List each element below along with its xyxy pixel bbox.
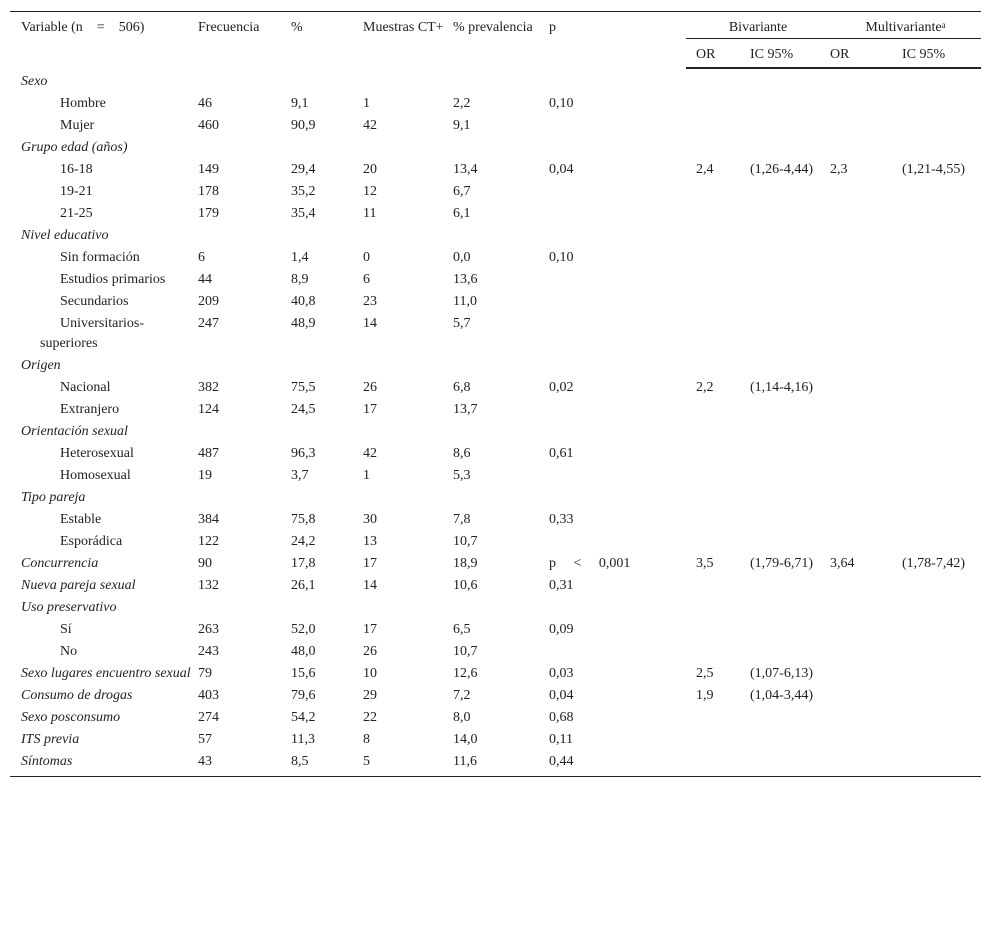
cell-ic-bivariante <box>750 641 830 663</box>
cell-or-bivariante: 2,4 <box>696 162 714 177</box>
cell-frecuencia: 44 <box>198 272 212 287</box>
cell-ic-multivariante: (1,78-7,42) <box>902 556 965 571</box>
cell-ic-multivariante <box>902 729 981 751</box>
cell-frecuencia: 19 <box>198 468 212 483</box>
cell-or-multivariante <box>830 663 902 685</box>
cell-variable: Estable <box>60 512 102 527</box>
cell-variable: Hombre <box>60 96 106 111</box>
cell-variable: Esporádica <box>60 534 123 549</box>
table-row <box>10 685 981 707</box>
cell-p: p < 0,001 <box>549 556 631 571</box>
cell-variable: Sexo posconsumo <box>21 710 121 725</box>
cell-variable: Nueva pareja sexual <box>21 578 136 593</box>
cell-p: 0,61 <box>549 446 574 461</box>
cell-prevalencia: 9,1 <box>453 118 471 133</box>
cell-p <box>549 115 686 137</box>
cell-or-multivariante <box>830 269 902 291</box>
cell-p <box>549 181 686 203</box>
cell-muestras: 29 <box>363 688 377 703</box>
table-row <box>10 729 981 751</box>
results-table-container <box>10 11 981 777</box>
cell-ic-multivariante <box>902 685 981 707</box>
category-label: Uso preservativo <box>21 600 117 615</box>
table-row <box>10 553 981 575</box>
cell-muestras: 5 <box>363 751 453 777</box>
table-row <box>10 291 981 313</box>
cell-variable: Nacional <box>60 380 111 395</box>
cell-or-multivariante <box>830 465 902 487</box>
cell-pct: 17,8 <box>291 556 316 571</box>
multivariante-footnote-marker: a <box>941 20 946 30</box>
cell-or-bivariante <box>686 465 750 487</box>
cell-frecuencia: 247 <box>198 316 219 331</box>
cell-or-multivariante <box>830 509 902 531</box>
cell-or-multivariante <box>830 203 902 225</box>
cell-pct: 40,8 <box>291 294 316 309</box>
cell-ic-bivariante <box>750 93 830 115</box>
cell-prevalencia: 6,5 <box>453 622 471 637</box>
cell-or-bivariante <box>686 707 750 729</box>
cell-or-multivariante <box>830 641 902 663</box>
cell-or-bivariante: 2,2 <box>696 380 714 395</box>
table-row <box>10 531 981 553</box>
cell-muestras: 14 <box>363 578 377 593</box>
cell-or-bivariante <box>686 291 750 313</box>
cell-frecuencia: 209 <box>198 294 219 309</box>
col-ic-bivariante-header: IC 95% <box>750 39 830 69</box>
cell-variable: Sí <box>60 622 72 637</box>
cell-ic-multivariante <box>902 115 981 137</box>
cell-p <box>549 399 686 421</box>
cell-or-multivariante <box>830 399 902 421</box>
cell-or-bivariante: 2,5 <box>696 666 714 681</box>
col-muestras-header: Muestras CT+ <box>363 12 453 69</box>
cell-ic-multivariante <box>902 93 981 115</box>
cell-pct: 24,2 <box>291 534 316 549</box>
cell-ic-multivariante <box>902 247 981 269</box>
cell-or-multivariante <box>830 707 902 729</box>
cell-pct: 24,5 <box>291 402 316 417</box>
table-header <box>10 12 981 69</box>
cell-muestras: 12 <box>363 184 377 199</box>
cell-p <box>549 203 686 225</box>
category-label: Origen <box>21 358 61 373</box>
cell-variable: Secundarios <box>60 294 129 309</box>
table-row <box>10 269 981 291</box>
cell-ic-multivariante <box>902 707 981 729</box>
cell-prevalencia: 0,0 <box>453 250 471 265</box>
cell-muestras: 17 <box>363 622 377 637</box>
cell-pct: 8,5 <box>291 751 363 777</box>
cell-prevalencia: 5,3 <box>453 468 471 483</box>
cell-p: 0,68 <box>549 710 574 725</box>
cell-frecuencia: 179 <box>198 206 219 221</box>
cell-pct: 48,0 <box>291 644 316 659</box>
cell-ic-bivariante <box>750 247 830 269</box>
cell-frecuencia: 382 <box>198 380 219 395</box>
results-table <box>10 11 981 777</box>
cell-frecuencia: 6 <box>198 250 205 265</box>
cell-variable: 21-25 <box>60 206 93 221</box>
cell-pct: 90,9 <box>291 118 316 133</box>
cell-or-bivariante <box>686 181 750 203</box>
cell-ic-multivariante <box>902 509 981 531</box>
cell-variable: Universitarios-superiores <box>40 316 144 351</box>
cell-p: 0,31 <box>549 578 574 593</box>
cell-or-multivariante <box>830 93 902 115</box>
cell-ic-bivariante <box>750 399 830 421</box>
cell-ic-bivariante <box>750 313 830 355</box>
cell-prevalencia: 13,6 <box>453 272 478 287</box>
cell-variable: Síntomas <box>10 751 198 777</box>
cell-frecuencia: 178 <box>198 184 219 199</box>
category-label: Orientación sexual <box>21 424 128 439</box>
cell-frecuencia: 274 <box>198 710 219 725</box>
cell-or-multivariante <box>830 115 902 137</box>
cell-ic-bivariante <box>750 181 830 203</box>
cell-ic-multivariante <box>902 443 981 465</box>
table-row <box>10 313 981 355</box>
cell-ic-multivariante <box>902 313 981 355</box>
cell-frecuencia: 43 <box>198 751 291 777</box>
category-label: Nivel educativo <box>21 228 109 243</box>
cell-muestras: 23 <box>363 294 377 309</box>
table-row <box>10 707 981 729</box>
cell-pct: 75,5 <box>291 380 316 395</box>
cell-prevalencia: 7,2 <box>453 688 471 703</box>
col-frecuencia-header: Frecuencia <box>198 12 291 69</box>
cell-or-multivariante <box>830 751 902 777</box>
cell-or-multivariante <box>830 575 902 597</box>
cell-or-bivariante <box>686 751 750 777</box>
cell-variable: No <box>60 644 78 659</box>
category-row <box>10 68 981 93</box>
category-row <box>10 421 981 443</box>
table-row <box>10 751 981 777</box>
cell-pct: 75,8 <box>291 512 316 527</box>
cell-muestras: 30 <box>363 512 377 527</box>
cell-ic-bivariante <box>750 269 830 291</box>
cell-p: 0,04 <box>549 162 574 177</box>
cell-ic-bivariante <box>750 707 830 729</box>
cell-pct: 9,1 <box>291 96 309 111</box>
cell-prevalencia: 5,7 <box>453 316 471 331</box>
cell-or-multivariante <box>830 181 902 203</box>
cell-prevalencia: 10,7 <box>453 534 478 549</box>
bivariante-header: Bivariante <box>686 12 830 39</box>
col-or-multivariante-header: OR <box>830 39 902 69</box>
cell-muestras: 0 <box>363 250 370 265</box>
cell-variable: Sexo lugares encuentro sexual <box>21 666 191 681</box>
table-row <box>10 619 981 641</box>
cell-or-multivariante <box>830 291 902 313</box>
category-row <box>10 355 981 377</box>
cell-or-bivariante <box>686 531 750 553</box>
category-label: Grupo edad (años) <box>21 140 128 155</box>
cell-pct: 48,9 <box>291 316 316 331</box>
cell-p: 0,10 <box>549 96 574 111</box>
cell-pct: 35,4 <box>291 206 316 221</box>
cell-p: 0,09 <box>549 622 574 637</box>
cell-muestras: 17 <box>363 402 377 417</box>
cell-variable: Extranjero <box>60 402 120 417</box>
table-row <box>10 443 981 465</box>
cell-variable: ITS previa <box>21 732 80 747</box>
cell-ic-multivariante <box>902 203 981 225</box>
cell-prevalencia: 6,8 <box>453 380 471 395</box>
table-row <box>10 203 981 225</box>
cell-p: 0,10 <box>549 250 574 265</box>
table-row <box>10 115 981 137</box>
cell-muestras: 1 <box>363 468 370 483</box>
cell-p <box>549 531 686 553</box>
cell-muestras: 8 <box>363 732 370 747</box>
cell-prevalencia: 7,8 <box>453 512 471 527</box>
table-row <box>10 377 981 399</box>
table-row <box>10 247 981 269</box>
cell-ic-bivariante: (1,07-6,13) <box>750 666 813 681</box>
cell-variable: Sin formación <box>60 250 140 265</box>
cell-p: 0,03 <box>549 666 574 681</box>
cell-pct: 26,1 <box>291 578 316 593</box>
cell-or-multivariante: 3,64 <box>830 556 855 571</box>
category-label: Tipo pareja <box>21 490 86 505</box>
category-label: Sexo <box>21 74 48 89</box>
cell-or-multivariante <box>830 531 902 553</box>
cell-pct: 79,6 <box>291 688 316 703</box>
multivariante-label: Multivariante <box>865 20 942 35</box>
category-row <box>10 225 981 247</box>
cell-or-multivariante <box>830 685 902 707</box>
table-row <box>10 641 981 663</box>
cell-frecuencia: 132 <box>198 578 219 593</box>
cell-frecuencia: 243 <box>198 644 219 659</box>
cell-muestras: 1 <box>363 96 370 111</box>
category-row <box>10 137 981 159</box>
cell-pct: 35,2 <box>291 184 316 199</box>
cell-prevalencia: 13,4 <box>453 162 478 177</box>
cell-variable: Consumo de drogas <box>21 688 133 703</box>
cell-or-multivariante <box>830 619 902 641</box>
cell-ic-bivariante <box>750 203 830 225</box>
col-pct-header: % <box>291 12 363 69</box>
cell-p <box>549 465 686 487</box>
cell-or-bivariante <box>686 203 750 225</box>
cell-variable: 19-21 <box>60 184 93 199</box>
cell-muestras: 6 <box>363 272 370 287</box>
table-row <box>10 465 981 487</box>
cell-frecuencia: 122 <box>198 534 219 549</box>
cell-prevalencia: 13,7 <box>453 402 478 417</box>
cell-ic-multivariante <box>902 377 981 399</box>
cell-prevalencia: 6,1 <box>453 206 471 221</box>
cell-variable: Heterosexual <box>60 446 134 461</box>
cell-pct: 8,9 <box>291 272 309 287</box>
cell-frecuencia: 149 <box>198 162 219 177</box>
cell-frecuencia: 384 <box>198 512 219 527</box>
cell-or-multivariante <box>830 247 902 269</box>
cell-p <box>549 269 686 291</box>
cell-ic-multivariante <box>902 619 981 641</box>
cell-ic-bivariante <box>750 575 830 597</box>
cell-ic-bivariante <box>750 619 830 641</box>
cell-ic-bivariante <box>750 465 830 487</box>
cell-or-bivariante <box>686 399 750 421</box>
cell-frecuencia: 263 <box>198 622 219 637</box>
cell-or-multivariante <box>830 443 902 465</box>
cell-ic-multivariante <box>902 531 981 553</box>
cell-ic-multivariante: (1,21-4,55) <box>902 162 965 177</box>
cell-ic-multivariante <box>902 751 981 777</box>
header-row-top <box>10 12 981 39</box>
table-body <box>10 68 981 777</box>
table-row <box>10 575 981 597</box>
cell-muestras: 14 <box>363 316 377 331</box>
cell-or-bivariante <box>686 269 750 291</box>
col-ic-multivariante-header: IC 95% <box>902 39 981 69</box>
cell-or-multivariante <box>830 313 902 355</box>
table-row <box>10 181 981 203</box>
cell-ic-multivariante <box>902 291 981 313</box>
cell-or-bivariante <box>686 93 750 115</box>
cell-muestras: 26 <box>363 644 377 659</box>
cell-p: 0,11 <box>549 732 573 747</box>
cell-prevalencia: 8,6 <box>453 446 471 461</box>
cell-or-bivariante <box>686 509 750 531</box>
cell-p: 0,33 <box>549 512 574 527</box>
cell-or-bivariante: 3,5 <box>696 556 714 571</box>
table-row <box>10 399 981 421</box>
table-row <box>10 93 981 115</box>
cell-prevalencia: 18,9 <box>453 556 478 571</box>
cell-variable: Homosexual <box>60 468 131 483</box>
cell-frecuencia: 124 <box>198 402 219 417</box>
cell-or-multivariante <box>830 377 902 399</box>
cell-prevalencia: 2,2 <box>453 96 471 111</box>
table-row <box>10 509 981 531</box>
cell-p: 0,02 <box>549 380 574 395</box>
cell-or-bivariante <box>686 575 750 597</box>
category-row <box>10 597 981 619</box>
cell-or-bivariante <box>686 247 750 269</box>
cell-p <box>549 313 686 355</box>
cell-variable: 16-18 <box>60 162 93 177</box>
cell-p <box>549 641 686 663</box>
cell-or-multivariante <box>830 729 902 751</box>
cell-variable: Concurrencia <box>21 556 99 571</box>
table-row <box>10 663 981 685</box>
cell-ic-bivariante <box>750 291 830 313</box>
cell-frecuencia: 403 <box>198 688 219 703</box>
cell-or-multivariante: 2,3 <box>830 162 848 177</box>
cell-frecuencia: 79 <box>198 666 212 681</box>
cell-ic-bivariante: (1,79-6,71) <box>750 556 813 571</box>
cell-pct: 15,6 <box>291 666 316 681</box>
cell-prevalencia: 10,6 <box>453 578 478 593</box>
cell-ic-multivariante <box>902 641 981 663</box>
cell-frecuencia: 46 <box>198 96 212 111</box>
cell-ic-multivariante <box>902 575 981 597</box>
cell-muestras: 42 <box>363 118 377 133</box>
cell-pct: 29,4 <box>291 162 316 177</box>
cell-or-bivariante <box>686 619 750 641</box>
col-p-header: p <box>549 12 686 69</box>
cell-or-bivariante <box>686 313 750 355</box>
cell-variable: Mujer <box>60 118 95 133</box>
cell-ic-bivariante: (1,14-4,16) <box>750 380 813 395</box>
cell-ic-bivariante <box>750 751 830 777</box>
cell-ic-multivariante <box>902 465 981 487</box>
cell-ic-bivariante <box>750 531 830 553</box>
cell-ic-bivariante: (1,26-4,44) <box>750 162 813 177</box>
cell-prevalencia: 14,0 <box>453 732 478 747</box>
cell-prevalencia: 6,7 <box>453 184 471 199</box>
cell-prevalencia: 12,6 <box>453 666 478 681</box>
cell-p: 0,04 <box>549 688 574 703</box>
cell-or-bivariante <box>686 443 750 465</box>
cell-ic-bivariante <box>750 443 830 465</box>
cell-ic-bivariante <box>750 509 830 531</box>
cell-prevalencia: 11,6 <box>453 751 549 777</box>
multivariante-header <box>830 12 981 39</box>
cell-or-bivariante <box>686 729 750 751</box>
cell-pct: 52,0 <box>291 622 316 637</box>
cell-pct: 1,4 <box>291 250 309 265</box>
cell-muestras: 10 <box>363 666 377 681</box>
cell-frecuencia: 460 <box>198 118 219 133</box>
cell-pct: 54,2 <box>291 710 316 725</box>
cell-ic-bivariante: (1,04-3,44) <box>750 688 813 703</box>
cell-prevalencia: 11,0 <box>453 294 477 309</box>
category-row <box>10 487 981 509</box>
cell-frecuencia: 487 <box>198 446 219 461</box>
cell-muestras: 22 <box>363 710 377 725</box>
cell-pct: 3,7 <box>291 468 309 483</box>
cell-p: 0,44 <box>549 751 686 777</box>
cell-ic-multivariante <box>902 269 981 291</box>
col-or-bivariante-header: OR <box>686 39 750 69</box>
table-row <box>10 159 981 181</box>
cell-p <box>549 291 686 313</box>
cell-muestras: 20 <box>363 162 377 177</box>
cell-muestras: 26 <box>363 380 377 395</box>
cell-frecuencia: 57 <box>198 732 212 747</box>
cell-pct: 96,3 <box>291 446 316 461</box>
cell-variable: Estudios primarios <box>60 272 166 287</box>
cell-or-bivariante <box>686 115 750 137</box>
cell-ic-multivariante <box>902 399 981 421</box>
cell-muestras: 42 <box>363 446 377 461</box>
col-prevalencia-header: % prevalencia <box>453 12 549 69</box>
cell-frecuencia: 90 <box>198 556 212 571</box>
cell-ic-bivariante <box>750 729 830 751</box>
cell-or-bivariante: 1,9 <box>696 688 714 703</box>
cell-pct: 11,3 <box>291 732 315 747</box>
cell-muestras: 11 <box>363 206 377 221</box>
cell-or-bivariante <box>686 641 750 663</box>
cell-ic-multivariante <box>902 663 981 685</box>
col-variable-header: Variable (n = 506) <box>10 12 198 69</box>
cell-ic-bivariante <box>750 115 830 137</box>
cell-ic-multivariante <box>902 181 981 203</box>
cell-muestras: 13 <box>363 534 377 549</box>
cell-muestras: 17 <box>363 556 377 571</box>
cell-prevalencia: 10,7 <box>453 644 478 659</box>
cell-prevalencia: 8,0 <box>453 710 471 725</box>
